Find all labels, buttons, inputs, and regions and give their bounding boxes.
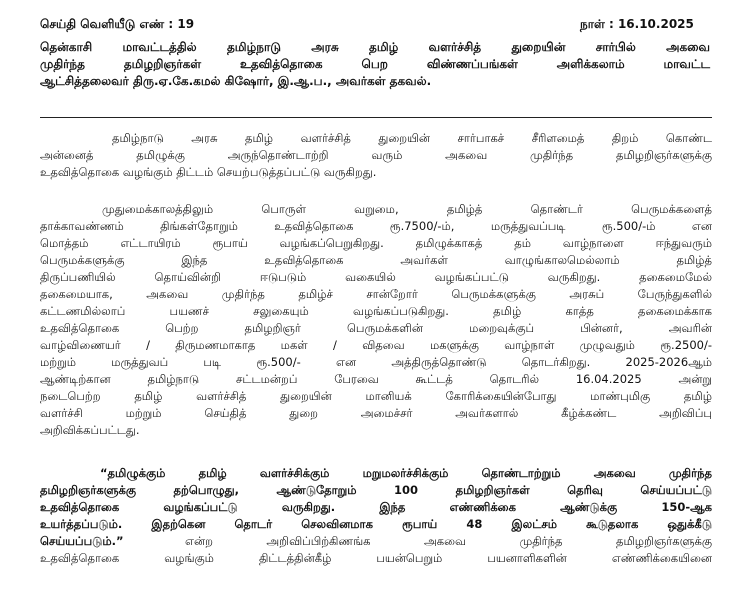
- quote-line: உயர்த்தப்படும். இதற்கென தொடர் செலவினமாக ரூபாய் 48 இலட்சம் கூடுதலாக ஒதுக்கீடு: [40, 517, 712, 531]
- body-line: தாக்காவண்ணம் திங்கள்தோறும் உதவித்தொகை ரூ.7500/-ம், மருத்துவப்படி ரூ.500/-ம் என: [40, 219, 712, 233]
- quote-line: தமிழறிஞர்களுக்கு தற்பொழுது, ஆண்டுதோறும் 100 தமிழறிஞர்கள் தெரிவு செய்யப்பட்டு: [40, 483, 712, 497]
- title-line: முதிர்ந்த தமிழறிஞர்கள் உதவித்தொகை பெற விண்ணப்பங்கள் அளிக்கலாம் மாவட்ட: [40, 57, 710, 71]
- body-line: உதவித்தொகை வழங்கும் திட்டத்தின்கீழ் பயன்பெறும் பயனாளிகளின் எண்ணிக்கையினை: [40, 551, 712, 565]
- body-line: தமிழ்நாடு அரசு தமிழ் வளர்ச்சித் துறையின் சார்பாகச் சீரிளமைத் திறம் கொண்ட: [112, 131, 712, 145]
- body-line: மற்றும் மருத்துவப் படி ரூ.500/- என அத்திருத்தொண்டு தொடர்கிறது. 2025-2026ஆம்: [40, 355, 712, 369]
- body-line: அன்னைத் தமிழுக்கு அருந்தொண்டாற்றி வரும் அகவை முதிர்ந்த தமிழறிஞர்களுக்கு: [40, 148, 712, 162]
- quote-line: உதவித்தொகை வழங்கப்பட்டு வருகிறது. இந்த எண்ணிக்கை ஆண்டுக்கு 150-ஆக: [40, 500, 712, 514]
- body-line: தகைமையாக, அகவை முதிர்ந்த தமிழ்ச் சான்றோர் பெருமக்களுக்கு அரசுப் பேருந்துகளில்: [40, 287, 712, 301]
- quote-line: “தமிழுக்கும் தமிழ் வளர்ச்சிக்கும் மறுமலர்ச்சிக்கும் தொண்டாற்றும் அகவை முதிர்ந்த: [100, 466, 712, 480]
- body-line: ஆண்டிற்கான தமிழ்நாடு சட்டமன்றப் பேரவை கூட்டத் தொடரில் 16.04.2025 அன்று: [40, 372, 712, 386]
- body-line: வளர்ச்சி மற்றும் செய்தித் துறை அமைச்சர் அவர்களால் கீழ்க்கண்ட அறிவிப்பு: [40, 406, 712, 420]
- separator-line: [40, 117, 712, 118]
- body-line: என்ற அறிவிப்பிற்கிணங்க அகவை முதிர்ந்த தமிழறிஞர்களுக்கு: [185, 534, 712, 548]
- release-date: நாள் : 16.10.2025: [580, 17, 694, 31]
- body-line: உதவித்தொகை பெற்ற தமிழறிஞர் பெருமக்களின் மறைவுக்குப் பின்னர், அவரின்: [40, 321, 712, 335]
- body-line: உதவித்தொகை வழங்கும் திட்டம் செயற்படுத்தப்பட்டு வருகிறது.: [40, 165, 377, 179]
- title-line: தென்காசி மாவட்டத்தில் தமிழ்நாடு அரசு தமிழ் வளர்ச்சித் துறையின் சார்பில் அகவை: [40, 40, 710, 54]
- body-line: அறிவிக்கப்பட்டது.: [40, 423, 140, 437]
- body-line: கட்டணமில்லாப் பயணச் சலுகையும் வழங்கப்படுகிறது. தமிழ் காத்த தகைமைக்காக: [40, 304, 712, 318]
- body-line: மொத்தம் எட்டாயிரம் ரூபாய் வழங்கப்பெறுகிறது. தமிழுக்காகத் தம் வாழ்நாளை ஈந்துவரும்: [40, 236, 712, 250]
- quote-line: செய்யப்படும்.”: [40, 534, 124, 548]
- release-number: செய்தி வெளியீடு எண் : 19: [40, 17, 195, 31]
- body-line: திருப்பணியில் தொய்வின்றி ஈடுபடும் வகையில் வழங்கப்பட்டு வருகிறது. தகைமைமேல்: [40, 270, 712, 284]
- body-line: பெருமக்களுக்கு இந்த உதவித்தொகை அவர்கள் வாழுங்காலமெல்லாம் தமிழ்த்: [40, 253, 712, 267]
- body-line: வாழ்விணையர் / திருமணமாகாத மகள் / விதவை மகளுக்கு வாழ்நாள் முழுவதும் ரூ.2500/-: [40, 338, 712, 352]
- press-release-title: [40, 39, 710, 90]
- body-line: முதுமைக்காலத்திலும் பொருள் வறுமை, தமிழ்த் தொண்டர் பெருமக்களைத்: [102, 202, 712, 216]
- body-line: நடைபெற்ற தமிழ் வளர்ச்சித் துறையின் மானியக் கோரிக்கையின்போது மாண்புமிகு தமிழ்: [40, 389, 712, 403]
- title-line: ஆட்சித்தலைவர் திரு.ஏ.கே.கமல் கிஷோர், இ.ஆ.ப., அவர்கள் தகவல்.: [40, 74, 432, 88]
